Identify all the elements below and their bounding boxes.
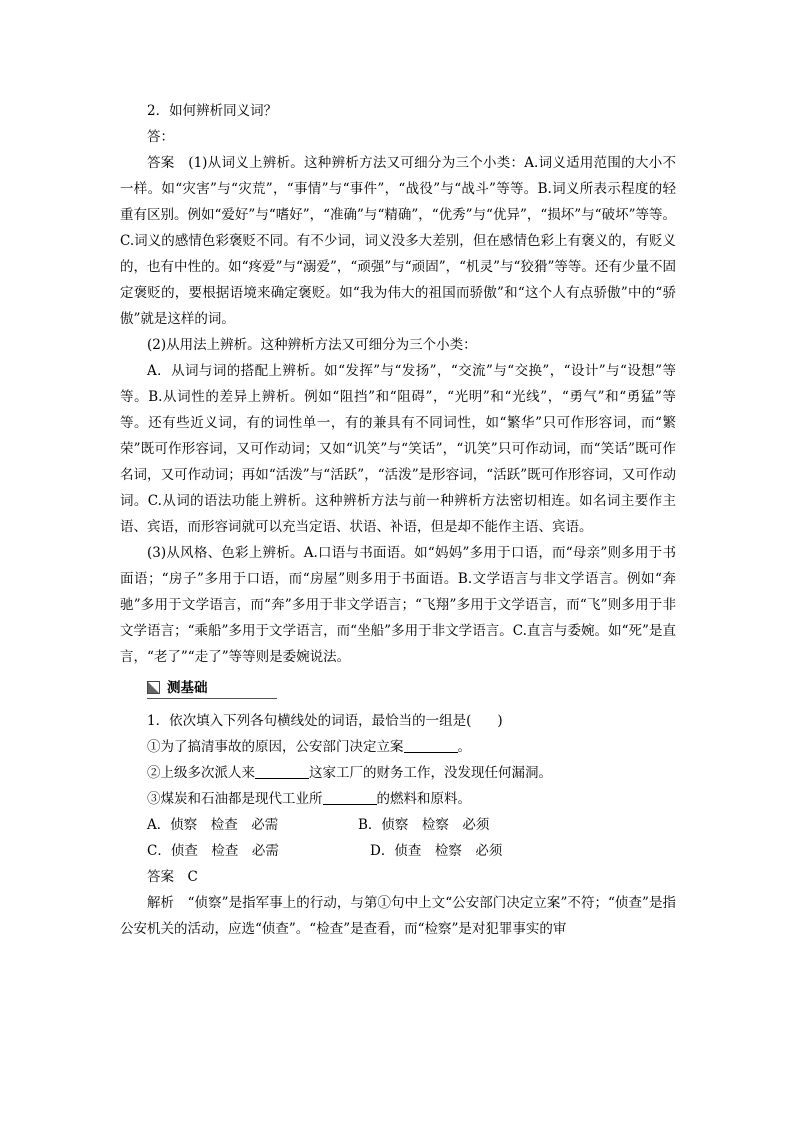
blank-3	[323, 790, 377, 805]
question-1-analysis: 解析 “侦察”是指军事上的行动，与第①句中上文“公安部门决定立案”不符；“侦查”是指公安机关的活动，应选“侦查”。“检查”是查看，而“检察”是对犯罪事实的审	[120, 895, 676, 937]
sentence-1-post: 。	[457, 739, 471, 755]
section-underline	[147, 698, 277, 699]
sentence-2-post: 这家工厂的财务工作，没发现任何漏洞。	[309, 765, 552, 781]
question-1-stem-end: )	[497, 713, 503, 729]
sentence-3-post: 的燃料和原料。	[376, 791, 471, 807]
question-1-answer: 答案 C	[147, 869, 198, 885]
answer-paragraph-4: (3)从风格、色彩上辨析。A.口语与书面语。如“妈妈”多用于口语，而“母亲”则多用于书面语；“房子”多用于口语，而“房屋”则多用于书面语。B.文学语言与非文学语言。例如“奔驰”多用于文学语言，而“奔”多用于非文学语言；“飞翔”多用于文学语言，而“飞”则多用于非文学语言；“乘船”多用于文学语言，而“坐船”多用于非文学语言。C.直言与委婉。如“死”是直言，“老了”“走了”等等则是委婉说法。	[120, 545, 676, 665]
option-c: C．侦查 检查 必需	[147, 843, 279, 859]
section-triangle-icon	[147, 681, 160, 694]
question-2-title: 2．如何辨析同义词？	[147, 103, 278, 119]
sentence-1	[120, 734, 676, 760]
sentence-1-pre: ①为了搞清事故的原因，公安部门决定立案	[147, 739, 404, 755]
sentence-2-pre: ②上级多次派人来	[147, 765, 255, 781]
sentence-2	[120, 760, 676, 786]
question-1-stem-text: 1．依次填入下列各句横线处的词语，最恰当的一组是(	[147, 713, 472, 729]
answer-paragraph-1: 答案 (1)从词义上辨析。这种辨析方法又可细分为三个小类：A.词义适用范围的大小不一样。如“灾害”与“灾荒”，“事情”与“事件”，“战役”与“战斗”等等。B.词义所表示程度的轻重有区别。例如“爱好”与“嗜好”，“准确”与“精确”，“优秀”与“优异”，“损坏”与“破坏”等等。C.词义的感情色彩褒贬不同。有不少词，词义没多大差别，但在感情色彩上有褒义的，有贬义的，也有中性的。如“疼爱”与“溺爱”，“顽强”与“顽固”，“机灵”与“狡猾”等等。还有少量不固定褒贬的，要根据语境来确定褒贬。如“我为伟大的祖国而骄傲”和“这个人有点骄傲”中的“骄傲”就是这样的词。	[120, 155, 676, 327]
blank-1	[404, 738, 458, 753]
question-1-stem	[120, 708, 676, 734]
answer-paragraph-2: (2)从用法上辨析。这种辨析方法又可细分为三个小类：	[147, 337, 477, 353]
options-row-2	[120, 838, 676, 864]
option-a: A．侦察 检查 必需	[147, 817, 279, 833]
answer-label: 答：	[147, 129, 174, 145]
option-b: B．侦察 检察 必须	[358, 817, 490, 833]
sentence-3-pre: ③煤炭和石油都是现代工业所	[147, 791, 323, 807]
document-body	[120, 98, 676, 942]
options-row-1	[120, 812, 676, 838]
section-title: 测基础	[167, 680, 208, 696]
option-d: D．侦查 检察 必须	[370, 843, 503, 859]
blank-2	[255, 764, 309, 779]
answer-paragraph-3: A．从词与词的搭配上辨析。如“发挥”与“发扬”，“交流”与“交换”，“设计”与“设想”等等。B.从词性的差异上辨析。例如“阻挡”和“阻碍”，“光明”和“光线”，“勇气”和“勇猛”等等。还有些近义词，有的词性单一，有的兼具有不同词性，如“繁华”只可作形容词，而“繁荣”既可作形容词，又可作动词；又如“讥笑”与“笑话”，“讥笑”只可作动词，而“笑话”既可作名词，又可作动词；再如“活泼”与“活跃”，“活泼”是形容词，“活跃”既可作形容词，又可作动词。C.从词的语法功能上辨析。这种辨析方法与前一种辨析方法密切相连。如名词主要作主语、宾语，而形容词就可以充当定语、状语、补语，但是却不能作主语、宾语。	[120, 363, 676, 535]
sentence-3	[120, 786, 676, 812]
section-header	[147, 679, 676, 701]
